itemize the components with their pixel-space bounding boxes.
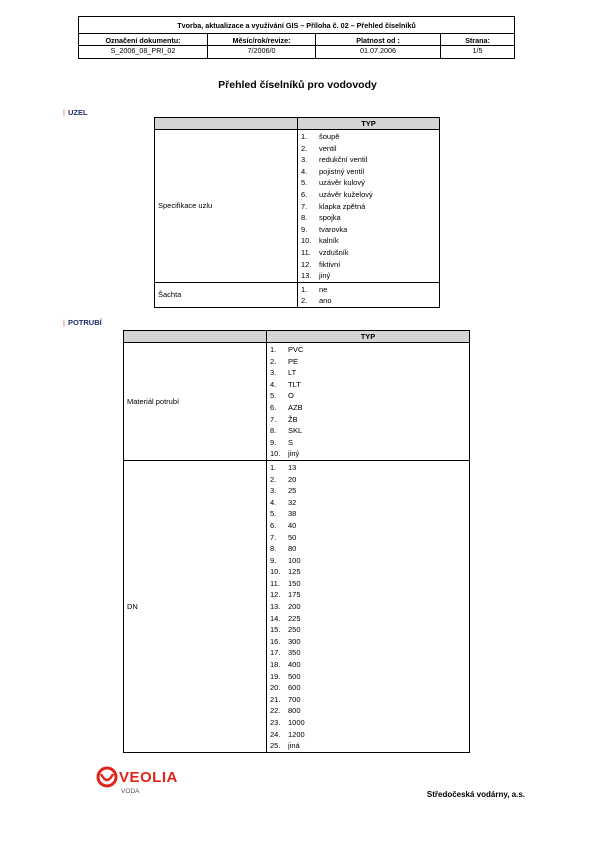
list-item (267, 589, 469, 601)
logo-wordmark: VEOLIA (119, 769, 178, 786)
list-item-text: 40 (288, 520, 297, 530)
list-item-number: 8. (270, 426, 277, 436)
list-item (298, 270, 439, 282)
list-item-text: 32 (288, 497, 297, 507)
list-item-number: 2. (270, 356, 277, 366)
list-item-text: 100 (288, 555, 301, 565)
list-item-text: LT (288, 368, 297, 378)
list-item-text: uzávěr kuželový (319, 189, 373, 199)
list-item (298, 235, 439, 247)
list-item (267, 613, 469, 625)
list-item-number: 1. (270, 345, 277, 354)
footer-company: Středočeská vodárny, a.s. (426, 790, 525, 799)
list-item-text: PE (288, 356, 299, 366)
list-item (298, 295, 439, 307)
veolia-logo-icon (96, 766, 118, 788)
list-item-number: 1. (301, 284, 308, 294)
list-item (267, 729, 469, 741)
section-uzel (63, 108, 88, 117)
list-item (267, 414, 469, 426)
list-item (267, 659, 469, 671)
list-item-text: 80 (288, 544, 297, 554)
page-value: 1/5 (441, 46, 515, 59)
list-item (267, 462, 469, 474)
list-item (267, 555, 469, 567)
list-item (267, 671, 469, 683)
list-item-number: 3. (301, 155, 308, 165)
logo-subtitle: VODA (121, 788, 140, 795)
list-item (267, 402, 469, 414)
list-item-text: pojistný ventil (319, 166, 365, 176)
list-item-number: 11. (270, 578, 280, 588)
list-item-number: 5. (301, 178, 308, 188)
list-item-text: AZB (288, 402, 303, 412)
list-item (298, 284, 439, 296)
potrubi-empty-header (124, 331, 267, 343)
list-item-text: 600 (288, 683, 301, 693)
list-item-number: 8. (301, 213, 308, 223)
page-label: Strana: (441, 34, 515, 46)
list-item-text: 25 (288, 486, 297, 496)
list-item-number: 7. (270, 414, 277, 424)
list-item (267, 636, 469, 648)
valid-from-value: 01.07.2006 (316, 46, 441, 59)
list-item-number: 22. (270, 706, 281, 716)
list-item-text: ventil (319, 143, 337, 153)
list-item-number: 18. (270, 660, 281, 670)
list-item-number: 3. (270, 486, 277, 496)
list-item-number: 8. (270, 544, 277, 554)
list-item-text: klapka zpětná (319, 201, 366, 211)
list-item-number: 15. (270, 625, 281, 635)
potrubi-row-list (267, 460, 470, 752)
list-item-text: jiný (319, 271, 331, 281)
list-item-number: 5. (270, 391, 277, 401)
list-item-text: ne (319, 284, 328, 294)
list-item-number: 24. (270, 729, 281, 739)
list-item-text: 250 (288, 625, 301, 635)
list-item-text: uzávěr kulový (319, 178, 365, 188)
list-item-number: 10. (301, 236, 312, 246)
valid-from-label: Platnost od : (316, 34, 441, 46)
list-item-text: 700 (288, 694, 301, 704)
list-item (267, 448, 469, 460)
section-potrubi-label: POTRUBÍ (67, 318, 102, 327)
list-item (267, 367, 469, 379)
list-item (298, 224, 439, 236)
list-item-text: PVC (288, 345, 304, 354)
list-item-number: 16. (270, 636, 281, 646)
list-item (298, 212, 439, 224)
document-header-table (78, 16, 515, 59)
list-item-number: 20. (270, 683, 281, 693)
list-item-number: 13. (270, 602, 281, 612)
list-item-number: 9. (301, 224, 308, 234)
list-item (267, 437, 469, 449)
list-item (267, 485, 469, 497)
section-potrubi (63, 318, 102, 327)
list-item-text: 800 (288, 706, 301, 716)
list-item (267, 520, 469, 532)
list-item-number: 4. (270, 497, 277, 507)
list-item (298, 201, 439, 213)
potrubi-table (123, 330, 470, 753)
list-item-text: 350 (288, 648, 301, 658)
list-item (298, 189, 439, 201)
list-item-number: 11. (301, 247, 311, 257)
list-item-text: kalník (319, 236, 339, 246)
list-item (298, 131, 439, 143)
list-item-number: 21. (270, 694, 281, 704)
list-item (267, 740, 469, 752)
list-item-number: 10. (270, 567, 281, 577)
list-item (267, 508, 469, 520)
veolia-logo (96, 766, 178, 795)
list-item-text: 150 (288, 578, 301, 588)
list-item-number: 10. (270, 449, 281, 459)
list-item-text: spojka (319, 213, 341, 223)
list-item (298, 166, 439, 178)
doc-id-label: Označení dokumentu: (79, 34, 208, 46)
list-item-text: 50 (288, 532, 297, 542)
doc-id-value: S_2006_08_PRI_02 (79, 46, 208, 59)
uzel-empty-header (155, 118, 298, 130)
list-item (298, 143, 439, 155)
section-marker: | (63, 108, 65, 117)
list-item (267, 390, 469, 402)
list-item-number: 3. (270, 368, 277, 378)
list-item-text: SKL (288, 426, 303, 436)
list-item-number: 2. (270, 474, 277, 484)
list-item-text: 500 (288, 671, 301, 681)
list-item (267, 647, 469, 659)
list-item-text: 400 (288, 660, 301, 670)
list-item-number: 2. (301, 143, 308, 153)
list-item (267, 705, 469, 717)
list-item-number: 7. (301, 201, 308, 211)
document-title: Tvorba, aktualizace a využívání GIS – Příloha č. 02 – Přehled číselníků (79, 17, 515, 34)
list-item-number: 5. (270, 509, 277, 519)
list-item (267, 532, 469, 544)
uzel-row-list (298, 282, 440, 307)
list-item (267, 543, 469, 555)
list-item-text: S (288, 437, 294, 447)
list-item (267, 578, 469, 590)
list-item-number: 14. (270, 613, 281, 623)
list-item (267, 566, 469, 578)
list-item-number: 9. (270, 555, 277, 565)
list-item (267, 356, 469, 368)
list-item-text: 225 (288, 613, 301, 623)
list-item-number: 6. (301, 189, 308, 199)
list-item-text: šoupě (319, 132, 340, 141)
list-item (298, 154, 439, 166)
uzel-table (154, 117, 440, 308)
list-item-text: ano (319, 296, 332, 306)
list-item (267, 601, 469, 613)
list-item (267, 497, 469, 509)
list-item-text: 200 (288, 602, 301, 612)
list-item-number: 4. (270, 379, 277, 389)
list-item-text: jiný (288, 449, 300, 459)
potrubi-row-label: DN (124, 460, 267, 752)
list-item-text: O (288, 391, 294, 401)
potrubi-type-header: TYP (267, 331, 470, 343)
list-item-number: 7. (270, 532, 277, 542)
list-item-text: 125 (288, 567, 301, 577)
list-item-text: vzdušník (319, 247, 349, 257)
list-item (298, 259, 439, 271)
list-item (267, 717, 469, 729)
list-item-text: ŽB (288, 414, 298, 424)
uzel-row-label: Specifikace uzlu (155, 130, 298, 283)
list-item (298, 177, 439, 189)
list-item-number: 19. (270, 671, 281, 681)
uzel-row-list (298, 130, 440, 283)
list-item-text: 38 (288, 509, 297, 519)
list-item-text: 20 (288, 474, 297, 484)
list-item-number: 12. (301, 259, 312, 269)
list-item (267, 624, 469, 636)
list-item-text: 300 (288, 636, 301, 646)
list-item (267, 425, 469, 437)
list-item-text: 1200 (288, 729, 305, 739)
list-item-number: 4. (301, 166, 308, 176)
section-uzel-label: UZEL (67, 108, 88, 117)
list-item-text: jiná (288, 741, 300, 751)
list-item-number: 1. (301, 132, 308, 141)
list-item (298, 247, 439, 259)
list-item-text: redukční ventil (319, 155, 368, 165)
list-item-number: 2. (301, 296, 308, 306)
list-item (267, 694, 469, 706)
list-item-text: 13 (288, 462, 297, 472)
list-item-number: 13. (301, 271, 312, 281)
list-item-text: 1000 (288, 718, 305, 727)
revision-value: 7/2006/0 (208, 46, 316, 59)
list-item-number: 17. (270, 648, 281, 658)
list-item-text: TLT (288, 379, 301, 389)
list-item-number: 25. (270, 741, 281, 751)
revision-label: Měsíc/rok/revize: (208, 34, 316, 46)
list-item (267, 379, 469, 391)
list-item-text: fiktivní (319, 259, 341, 269)
list-item-number: 6. (270, 402, 277, 412)
list-item-number: 23. (270, 718, 281, 727)
list-item-number: 1. (270, 462, 277, 472)
list-item-text: 175 (288, 590, 301, 600)
list-item-text: tvarovka (319, 224, 348, 234)
list-item-number: 9. (270, 437, 277, 447)
page-title: Přehled číselníků pro vodovody (218, 79, 377, 91)
list-item-number: 6. (270, 520, 277, 530)
section-marker: | (63, 318, 65, 327)
list-item (267, 682, 469, 694)
potrubi-row-list (267, 343, 470, 461)
list-item (267, 474, 469, 486)
potrubi-row-label: Materiál potrubí (124, 343, 267, 461)
list-item-number: 12. (270, 590, 281, 600)
uzel-type-header: TYP (298, 118, 440, 130)
list-item (267, 344, 469, 356)
uzel-row-label: Šachta (155, 282, 298, 307)
